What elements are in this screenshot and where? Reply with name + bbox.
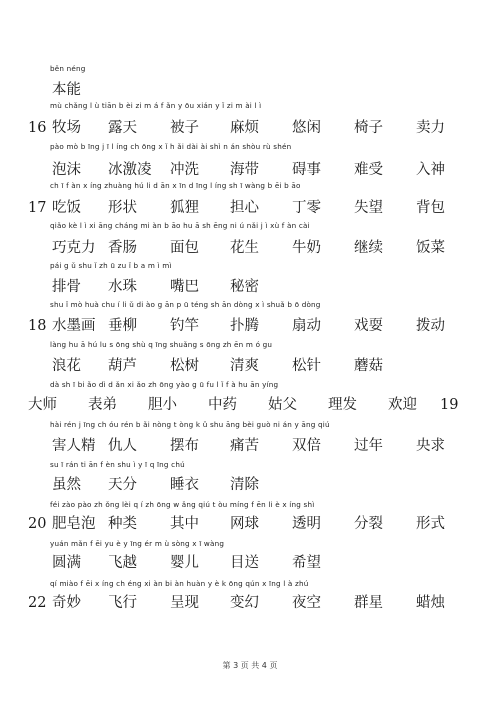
vocabulary-word: 央求: [416, 438, 445, 454]
vocabulary-word: 扑腾: [230, 318, 259, 334]
pinyin-line: su ī rán ti ān f èn shu ì y ī q īng chú: [50, 460, 185, 469]
vocabulary-word: 夜空: [292, 595, 321, 611]
vocabulary-word: 奇妙: [52, 595, 81, 611]
vocabulary-word: 摆布: [170, 438, 199, 454]
pinyin-line: dà sh ī bi ǎo dì d ǎn xi ǎo zh ōng yào g ū fu l ǐ f à hu ān yíng: [50, 380, 279, 389]
vocabulary-word: 过年: [354, 438, 383, 454]
pinyin-line: qí miào f ēi x íng ch éng xi àn bi àn huàn y è k ōng qún x īng l à zhú: [50, 579, 309, 588]
vocabulary-word: 表弟: [88, 397, 117, 413]
vocabulary-word: 丁零: [292, 200, 321, 216]
vocabulary-word: 担心: [230, 200, 259, 216]
vocabulary-word: 嘴巴: [170, 279, 199, 295]
vocabulary-word: 飞越: [108, 555, 137, 571]
vocabulary-word: 婴儿: [170, 555, 199, 571]
vocabulary-word: 网球: [230, 516, 259, 532]
vocabulary-word: 理发: [328, 397, 357, 413]
vocabulary-word: 清除: [230, 477, 259, 493]
pinyin-line: qiǎo kè l ì xi āng cháng mi àn b āo hu ā sh ēng ni ú nǎi j ì xù f àn cài: [50, 221, 310, 230]
vocabulary-word: 双倍: [292, 438, 321, 454]
pinyin-line: pào mò b īng j ī l íng ch ōng x ǐ h ǎi dài ài shì n án shòu rù shén: [50, 142, 292, 151]
lesson-number: 19: [440, 397, 459, 413]
word-line: [0, 436, 500, 456]
vocabulary-word: 香肠: [108, 240, 137, 256]
vocabulary-word: 卖力: [416, 120, 445, 136]
vocabulary-word: 透明: [292, 516, 321, 532]
vocabulary-word: 呈现: [170, 595, 199, 611]
pinyin-line: mù chǎng l ù tiān b èi zi m á f ǎn y ōu xián y ǐ zi m ài l ì: [50, 101, 262, 110]
word-line: [0, 475, 500, 495]
vocabulary-word: 圆满: [52, 555, 81, 571]
lesson-number: 17: [28, 200, 47, 216]
vocabulary-word: 蘑菇: [354, 358, 383, 374]
vocabulary-word: 目送: [230, 555, 259, 571]
vocabulary-word: 松树: [170, 358, 199, 374]
vocabulary-word: 麻烦: [230, 120, 259, 136]
vocabulary-word: 椅子: [354, 120, 383, 136]
vocabulary-word: 饭菜: [416, 240, 445, 256]
word-line: [0, 198, 500, 218]
vocabulary-word: 清爽: [230, 358, 259, 374]
vocabulary-word: 姑父: [268, 397, 297, 413]
vocabulary-word: 继续: [354, 240, 383, 256]
vocabulary-word: 害人精: [52, 438, 96, 454]
pinyin-line: làng hu ā hú lu s ōng shù q īng shuǎng s ōng zh ēn m ó gu: [50, 340, 273, 349]
vocabulary-word: 拨动: [416, 318, 445, 334]
vocabulary-word: 希望: [292, 555, 321, 571]
word-line: [0, 118, 500, 138]
word-line: [0, 277, 500, 297]
vocabulary-word: 失望: [354, 200, 383, 216]
page-footer: 第 3 页 共 4 页: [222, 661, 278, 670]
vocabulary-word: 水珠: [108, 279, 137, 295]
word-line: [0, 553, 500, 573]
word-line: [0, 160, 500, 180]
vocabulary-word: 胆小: [148, 397, 177, 413]
vocabulary-word: 痛苦: [230, 438, 259, 454]
vocabulary-word: 露天: [108, 120, 137, 136]
vocabulary-word: 大师: [28, 397, 57, 413]
pinyin-line: ch ī f àn x íng zhuàng hú li d ān x īn d īng l íng sh ī wàng b ēi b āo: [50, 181, 301, 190]
vocabulary-word: 戏耍: [354, 318, 383, 334]
vocabulary-word: 冰激凌: [108, 162, 152, 178]
word-line: [0, 316, 500, 336]
vocabulary-word: 其中: [170, 516, 199, 532]
vocabulary-word: 泡沫: [52, 162, 81, 178]
vocabulary-word: 欢迎: [388, 397, 417, 413]
vocabulary-word: 牧场: [52, 120, 81, 136]
word-line: [0, 356, 500, 376]
vocabulary-word: 悠闲: [292, 120, 321, 136]
pinyin-line: shu ǐ mò huà chu í li ǔ di ào g ān p ū téng sh ān dòng x ì shuǎ b ō dòng: [50, 300, 321, 309]
vocabulary-word: 面包: [170, 240, 199, 256]
word-line: [0, 593, 500, 613]
vocabulary-word: 种类: [108, 516, 137, 532]
pinyin-line: hài rén j īng ch óu rén b ǎi nòng t òng k ǔ shu āng bèi guò ni án y āng qiú: [50, 420, 330, 429]
vocabulary-word: 难受: [354, 162, 383, 178]
vocabulary-word: 松针: [292, 358, 321, 374]
pinyin-line: pái g ǔ shu ǐ zh ū zu ǐ b a m ì mì: [50, 261, 172, 270]
pinyin-line: běn néng: [50, 64, 86, 73]
vocabulary-word: 葫芦: [108, 358, 137, 374]
vocabulary-word: 秘密: [230, 279, 259, 295]
lesson-number: 16: [28, 120, 47, 136]
word-line: [0, 514, 500, 534]
pinyin-line: yuán mǎn f ēi yu è y īng ér m ù sòng x ī wàng: [50, 539, 225, 548]
vocabulary-word: 飞行: [108, 595, 137, 611]
vocabulary-word: 被子: [170, 120, 199, 136]
vocabulary-word: 分裂: [354, 516, 383, 532]
vocabulary-word: 钓竿: [170, 318, 199, 334]
vocabulary-word: 巧克力: [52, 240, 96, 256]
word-line: [0, 238, 500, 258]
vocabulary-word: 碍事: [292, 162, 321, 178]
lesson-number: 20: [28, 516, 47, 532]
vocabulary-word: 垂柳: [108, 318, 137, 334]
vocabulary-word: 排骨: [52, 279, 81, 295]
vocabulary-word: 牛奶: [292, 240, 321, 256]
vocabulary-word: 群星: [354, 595, 383, 611]
vocabulary-word: 海带: [230, 162, 259, 178]
vocabulary-word: 仇人: [108, 438, 137, 454]
vocabulary-word: 本能: [52, 82, 81, 98]
lesson-number: 18: [28, 318, 47, 334]
vocabulary-word: 花生: [230, 240, 259, 256]
word-line: [0, 80, 500, 100]
vocabulary-word: 蜡烛: [416, 595, 445, 611]
vocabulary-word: 吃饭: [52, 200, 81, 216]
vocabulary-word: 睡衣: [170, 477, 199, 493]
word-line: [0, 395, 500, 415]
pinyin-line: féi zào pào zh ǒng lèi q í zh ōng w ǎng qiú t òu míng f ēn li è x íng shì: [50, 500, 315, 509]
lesson-number: 22: [28, 595, 47, 611]
vocabulary-word: 狐狸: [170, 200, 199, 216]
vocabulary-word: 形状: [108, 200, 137, 216]
vocabulary-word: 背包: [416, 200, 445, 216]
vocabulary-word: 水墨画: [52, 318, 96, 334]
vocabulary-word: 冲洗: [170, 162, 199, 178]
vocabulary-word: 肥皂泡: [52, 516, 96, 532]
vocabulary-word: 中药: [208, 397, 237, 413]
vocabulary-word: 扇动: [292, 318, 321, 334]
vocabulary-word: 形式: [416, 516, 445, 532]
vocabulary-word: 虽然: [52, 477, 81, 493]
vocabulary-word: 天分: [108, 477, 137, 493]
vocabulary-word: 变幻: [230, 595, 259, 611]
vocabulary-word: 入神: [416, 162, 445, 178]
vocabulary-word: 浪花: [52, 358, 81, 374]
